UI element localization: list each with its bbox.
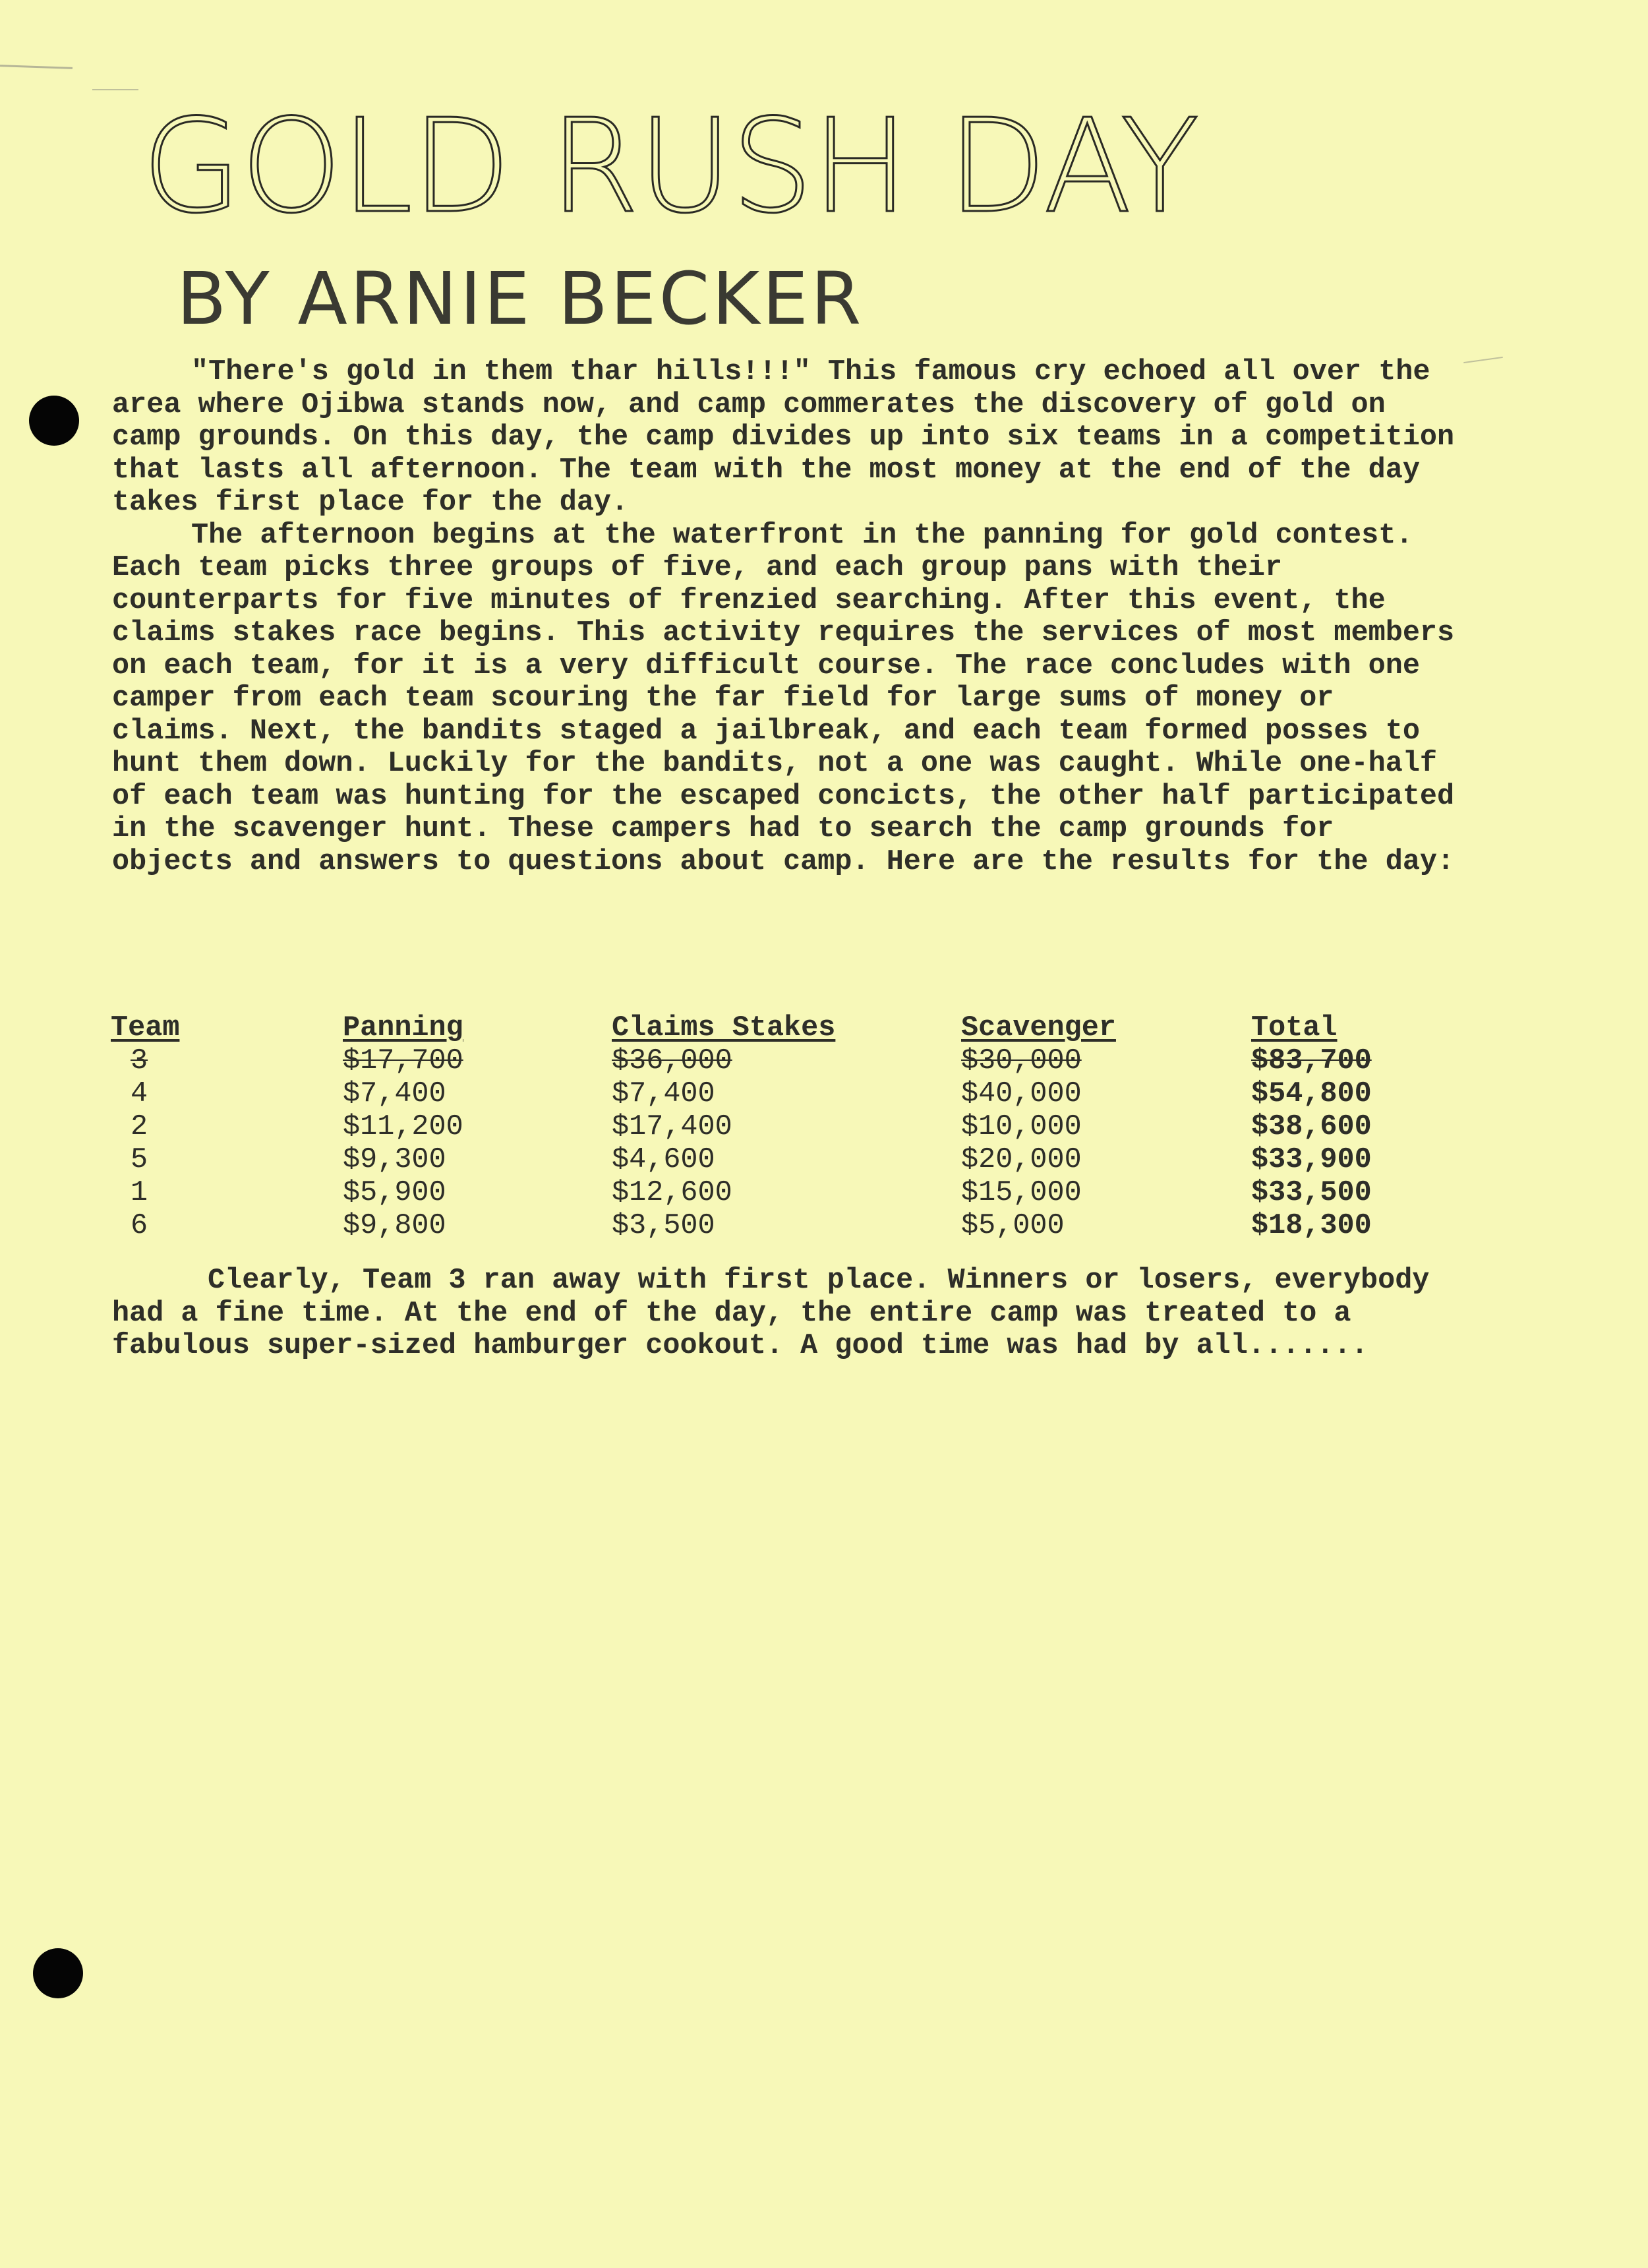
cell-panning: $17,700: [343, 1045, 463, 1077]
punch-hole-bottom: [33, 1948, 83, 1998]
cell-scavenger: $20,000: [961, 1144, 1082, 1176]
cell-panning: $5,900: [343, 1177, 446, 1209]
cell-team: 6: [131, 1210, 148, 1242]
article-byline: BY ARNIE BECKER: [177, 256, 864, 341]
cell-total: $33,500: [1251, 1177, 1372, 1209]
cell-scavenger: $40,000: [961, 1078, 1082, 1110]
header-team: Team: [111, 1012, 180, 1044]
header-claims-stakes: Claims Stakes: [612, 1012, 836, 1044]
results-header-row: [111, 1012, 1429, 1045]
stray-mark: [0, 65, 73, 69]
cell-total: $18,300: [1251, 1210, 1372, 1242]
stray-mark: [92, 89, 138, 90]
results-row: [111, 1111, 1429, 1144]
punch-hole-top: [29, 396, 79, 446]
cell-total: $33,900: [1251, 1144, 1372, 1176]
cell-claims-stakes: $17,400: [612, 1111, 732, 1143]
header-total: Total: [1251, 1012, 1338, 1044]
cell-panning: $9,800: [343, 1210, 446, 1242]
cell-panning: $11,200: [343, 1111, 463, 1143]
stray-mark: [1463, 357, 1503, 363]
results-row: [111, 1078, 1429, 1111]
cell-scavenger: $10,000: [961, 1111, 1082, 1143]
article-body: [112, 356, 1463, 878]
cell-team: 1: [131, 1177, 148, 1209]
article-headline: GOLD RUSH DAY: [142, 92, 1198, 242]
paragraph-closing: Clearly, Team 3 ran away with first place. Winners or losers, everybody had a fine time. At the end of the day, the entire camp was treated to a fabulous super-sized hamburger cookout. A good time was had by all.......: [112, 1265, 1430, 1362]
header-scavenger: Scavenger: [961, 1012, 1116, 1044]
cell-claims-stakes: $3,500: [612, 1210, 715, 1242]
cell-scavenger: $30,000: [961, 1045, 1082, 1077]
cell-scavenger: $15,000: [961, 1177, 1082, 1209]
header-panning: Panning: [343, 1012, 463, 1044]
cell-total: $83,700: [1251, 1045, 1372, 1077]
cell-team: 4: [131, 1078, 148, 1110]
results-row: [111, 1045, 1429, 1078]
cell-claims-stakes: $4,600: [612, 1144, 715, 1176]
results-row: [111, 1177, 1429, 1210]
results-table: [111, 1012, 1429, 1243]
cell-total: $54,800: [1251, 1078, 1372, 1110]
results-row: [111, 1210, 1429, 1243]
cell-panning: $7,400: [343, 1078, 446, 1110]
cell-scavenger: $5,000: [961, 1210, 1065, 1242]
cell-team: 2: [131, 1111, 148, 1143]
paragraph-events: The afternoon begins at the waterfront in the panning for gold contest. Each team picks three groups of five, and each group pans with their counterparts for five minutes of frenzied searching. After this event, the claims stakes race begins. This activity requires the services of most members on each team, for it is a very difficult course. The race concludes with one camper from each team scouring the far field for large sums of money or claims. Next, the bandits staged a jailbreak, and each team formed posses to hunt them down. Luckily for the bandits, not a one was caught. While one-half of each team was hunting for the escaped concicts, the other half participated in the scavenger hunt. These campers had to search the camp grounds for objects and answers to questions about camp. Here are the results for the day:: [112, 519, 1455, 878]
cell-team: 3: [131, 1045, 148, 1077]
cell-claims-stakes: $36,000: [612, 1045, 732, 1077]
article-closing: [112, 1265, 1463, 1363]
cell-team: 5: [131, 1144, 148, 1176]
cell-total: $38,600: [1251, 1111, 1372, 1143]
cell-claims-stakes: $12,600: [612, 1177, 732, 1209]
cell-panning: $9,300: [343, 1144, 446, 1176]
results-row: [111, 1144, 1429, 1177]
cell-claims-stakes: $7,400: [612, 1078, 715, 1110]
paragraph-intro: "There's gold in them thar hills!!!" This famous cry echoed all over the area where Ojibwa stands now, and camp commerates the discovery of gold on camp grounds. On this day, the camp divides up into six teams in a competition that lasts all afternoon. The team with the most money at the end of the day takes first place for the day.: [112, 356, 1455, 519]
